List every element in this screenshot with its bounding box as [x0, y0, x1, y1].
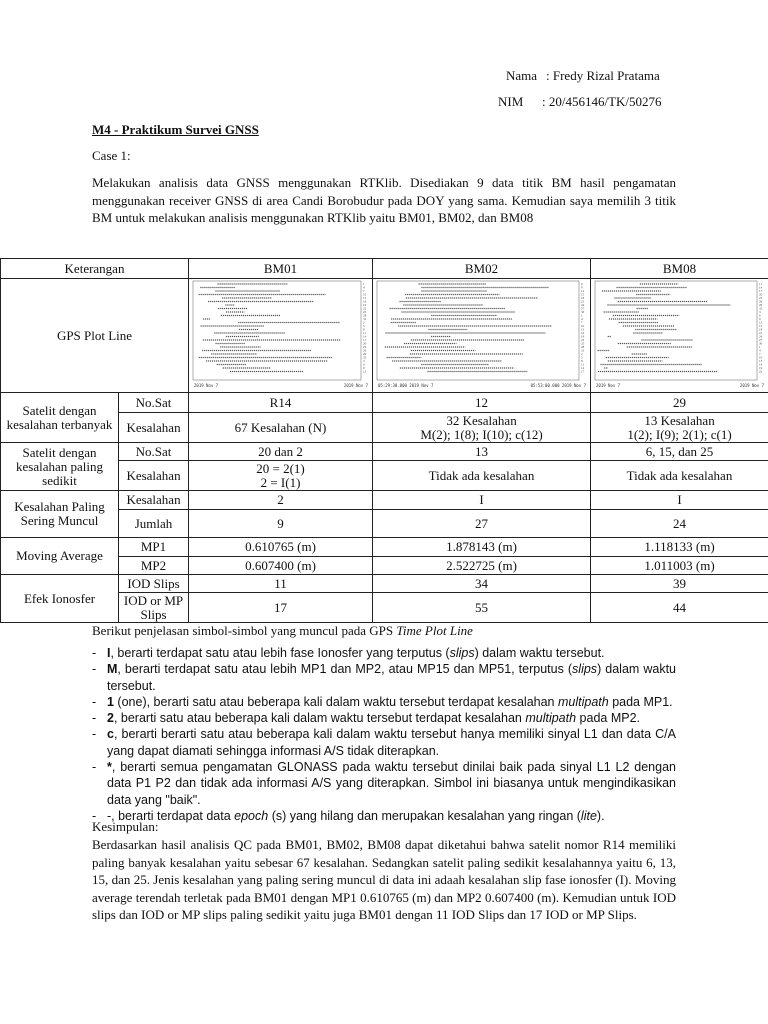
plot-row — [1, 279, 768, 393]
text: -, berarti terdapat data — [107, 808, 235, 823]
cell: 0.607400 (m) — [189, 557, 373, 575]
text: (one), berarti satu atau beberapa kali dalam waktu tersebut terdapat kesalahan — [113, 694, 558, 709]
plot-prn-label: 21 — [581, 299, 585, 304]
plot-prn-label: 8 — [581, 359, 583, 364]
cell-line: 2 = I(1) — [260, 474, 301, 490]
cell: 27 — [373, 510, 591, 538]
plot-prn-label: 7 — [363, 289, 365, 294]
header-bm01: BM01 — [189, 259, 373, 279]
plot-prn-label: 26 — [363, 348, 367, 353]
text: , berarti semua pengamatan GLONASS pada waktu tersebut dinilai baik pada sinyal L1 L2 dengan data P1 P2 dan tidak ada informasi A/S yang diterapkan. Simbol ini biasanya untuk mengindikasikan data yang "baik". — [107, 760, 676, 807]
plot-prn-label: 9 — [581, 285, 583, 290]
sub-label: Jumlah — [119, 510, 189, 538]
student-nim — [498, 94, 662, 110]
plot-prn-label: 11 — [581, 362, 585, 367]
cell: I — [373, 491, 591, 510]
cell: 39 — [591, 575, 768, 593]
plot-prn-label: 30 — [581, 310, 585, 315]
plot-prn-label: 14 — [363, 334, 367, 339]
header-keterangan: Keterangan — [1, 259, 189, 279]
sub-label: Kesalahan — [119, 413, 189, 443]
plot-prn-label: 25 — [581, 341, 585, 346]
cell: 24 — [591, 510, 768, 538]
cell: 67 Kesalahan (N) — [189, 413, 373, 443]
bullet-dash: - — [92, 711, 97, 726]
plot-prn-label: 4 — [581, 317, 583, 322]
plot-start-time: 2019 Nov 7 — [596, 383, 621, 388]
plot-prn-label: 24 — [581, 303, 585, 308]
table-row — [1, 443, 768, 461]
list-item — [92, 710, 676, 726]
plot-prn-label: 19 — [363, 303, 367, 308]
plot-prn-label: 12 — [581, 289, 585, 294]
row-label-moving-average: Moving Average — [1, 538, 119, 575]
plot-prn-label: 13 — [581, 327, 585, 332]
symbol: M — [107, 662, 118, 677]
header-bm08: BM08 — [591, 259, 768, 279]
cell — [189, 461, 373, 491]
plot-prn-label: 31 — [363, 317, 367, 322]
table-row — [1, 575, 768, 593]
bullet-dash: - — [92, 727, 97, 742]
plot-prn-label: 28 — [581, 345, 585, 350]
plot-prn-label: 8 — [363, 327, 365, 332]
plot-prn-label: 7 — [581, 320, 583, 325]
list-item — [92, 694, 676, 710]
plot-prn-label: 6 — [759, 313, 761, 318]
symbols-intro-italic: Time Plot Line — [396, 623, 473, 638]
plot-prn-label: 6 — [363, 362, 365, 367]
row-label-fewest-errors: Satelit dengan kesalahan paling sedikit — [1, 443, 119, 491]
em: multipath — [525, 711, 577, 726]
text: pada MP1. — [608, 694, 673, 709]
header-bm02: BM02 — [373, 259, 591, 279]
plot-prn-label: 18 — [581, 296, 585, 301]
plot-prn-label: 18 — [759, 327, 763, 332]
bullet-dash: - — [92, 808, 97, 823]
text: ). — [596, 808, 605, 823]
plot-prn-label: 16 — [581, 331, 585, 336]
table-row — [1, 491, 768, 510]
sub-label: No.Sat — [119, 393, 189, 413]
plot-prn-label: 23 — [363, 345, 367, 350]
nim-value: : 20/456146/TK/50276 — [542, 94, 662, 109]
list-item — [92, 726, 676, 759]
plot-prn-label: 1 — [363, 282, 365, 287]
plot-prn-label: 5 — [363, 324, 365, 329]
cell-line: 13 Kesalahan — [644, 412, 715, 428]
plot-prn-label: 32 — [759, 306, 763, 311]
cell: 55 — [373, 593, 591, 623]
table-row — [1, 393, 768, 413]
text: , berarti berarti satu atau beberapa kali dalam waktu tersebut hanya memiliki sinyal L1 dan data C/A yang dapat diamati sehingga informasi A/S tidak diterapkan. — [107, 727, 676, 758]
list-item — [92, 759, 676, 808]
bullet-dash: - — [92, 760, 97, 775]
plot-end-time: 2019 Nov 7 — [343, 383, 369, 388]
plot-bm01 — [189, 279, 373, 393]
plot-prn-label: 20 — [759, 292, 763, 297]
cell: 2.522725 (m) — [373, 557, 591, 575]
cell: 9 — [189, 510, 373, 538]
plot-prn-label: 29 — [363, 352, 367, 357]
text: pada MP2. — [576, 711, 640, 726]
plot-prn-label: 9 — [759, 317, 761, 322]
plot-prn-label: 16 — [759, 362, 763, 367]
text: ) dalam waktu tersebut. — [107, 662, 676, 693]
plot-prn-label: 12 — [363, 369, 367, 374]
cell: 12 — [373, 393, 591, 413]
gps-plot-bm08 — [591, 279, 768, 392]
plot-end-time: 05:53:00.000 2019 Nov 7 — [530, 383, 587, 388]
name-value: : Fredy Rizal Pratama — [546, 68, 660, 83]
em: slips — [449, 646, 475, 660]
text: , berarti terdapat satu atau lebih MP1 dan MP2, atau MP15 dan MP51, terputus ( — [117, 662, 573, 677]
cell: 1.878143 (m) — [373, 538, 591, 557]
bullet-dash: - — [92, 694, 97, 709]
gps-plot-bm01 — [189, 279, 373, 392]
conclusion-heading: Kesimpulan: — [92, 819, 159, 834]
plot-prn-label: 7 — [759, 352, 761, 357]
plot-start-time: 2019 Nov 7 — [194, 383, 219, 388]
cell: 17 — [189, 593, 373, 623]
cell: Tidak ada kesalahan — [373, 461, 591, 491]
plot-prn-label: 12 — [759, 320, 763, 325]
cell: 1.011003 (m) — [591, 557, 768, 575]
symbol-list — [92, 645, 676, 824]
cell: 44 — [591, 593, 768, 623]
symbol: c — [107, 727, 114, 742]
case-label: Case 1: — [92, 148, 131, 163]
cell: 0.610765 (m) — [189, 538, 373, 557]
plot-prn-label: 3 — [363, 359, 365, 364]
conclusion-paragraph: Berdasarkan hasil analisis QC pada BM01, BM02, BM08 dapat diketahui bahwa satelit nomor R14 memiliki paling banyak kesalahan yaitu sebesar 67 kesalahan. Sedangkan satelit paling sedikit kesalahannya yaitu 6, 13, 15, dan 25. Jenis kesalahan yang paling sering muncul di data ini adaah kesalahan slip fase ionosfer (I). Moving average terendah terletak pada BM01 dengan MP1 0.610765 (m) dan MP2 0.607400 (m). Kemudian untuk IOD slips dan IOD or MP slips paling sedikit yaitu juga BM01 dengan 11 IOD Slips dan 17 IOD or MP Slips. — [92, 837, 676, 922]
symbol: I — [107, 646, 111, 660]
plot-frame — [193, 281, 361, 380]
cell — [591, 413, 768, 443]
plot-prn-label: 22 — [363, 306, 367, 311]
text: ) dalam waktu tersebut. — [474, 646, 605, 660]
cell-line: 1(2); I(9); 2(1); c(1) — [627, 426, 732, 442]
symbols-intro-text: Berikut penjelasan simbol-simbol yang muncul pada GPS — [92, 623, 397, 638]
cell: 13 — [373, 443, 591, 461]
plot-prn-label: 15 — [581, 292, 585, 297]
plot-prn-label: 14 — [581, 366, 585, 371]
em: multipath — [557, 694, 609, 709]
plot-prn-label: 5 — [581, 355, 583, 360]
sub-label: Kesalahan — [119, 491, 189, 510]
plot-prn-label: 23 — [759, 296, 763, 301]
symbols-intro — [92, 623, 473, 639]
plot-start-time: 05:29:30.000 2019 Nov 7 — [378, 383, 434, 388]
plot-prn-label: 10 — [363, 292, 367, 297]
plot-prn-label: 31 — [581, 348, 585, 353]
plot-prn-label: 2 — [581, 352, 583, 357]
plot-bm02 — [373, 279, 591, 393]
nim-label: NIM — [498, 94, 524, 109]
plot-prn-label: 26 — [759, 299, 763, 304]
student-name — [506, 68, 660, 84]
plot-prn-label: 27 — [581, 306, 585, 311]
cell: Tidak ada kesalahan — [591, 461, 768, 491]
bullet-dash: - — [92, 662, 97, 677]
plot-prn-label: 1 — [759, 345, 761, 350]
text: , berarti satu atau beberapa kali dalam waktu tersebut terdapat kesalahan — [113, 711, 526, 726]
cell — [373, 413, 591, 443]
plot-prn-label: 1 — [581, 313, 583, 318]
plot-prn-label: 32 — [363, 355, 367, 360]
cell: R14 — [189, 393, 373, 413]
plot-prn-label: 22 — [581, 338, 585, 343]
plot-prn-label: 17 — [363, 338, 367, 343]
document-title: M4 - Praktikum Survei GNSS — [92, 122, 259, 137]
gps-plot-bm02 — [373, 279, 591, 392]
list-item — [92, 645, 676, 661]
symbol: 2 — [107, 711, 114, 726]
plot-prn-label: 4 — [759, 348, 761, 353]
cell-line: 32 Kesalahan — [446, 412, 517, 428]
plot-prn-label: 11 — [363, 331, 367, 336]
sub-label: MP1 — [119, 538, 189, 557]
plot-prn-label: 3 — [759, 310, 761, 315]
cell: 1.118133 (m) — [591, 538, 768, 557]
plot-prn-label: 20 — [363, 341, 367, 346]
cell: 11 — [189, 575, 373, 593]
row-label-most-errors: Satelit dengan kesalahan terbanyak — [1, 393, 119, 443]
cell: 29 — [591, 393, 768, 413]
plot-prn-label: 2 — [363, 320, 365, 325]
cell: 6, 15, dan 25 — [591, 443, 768, 461]
plot-prn-label: 6 — [581, 282, 583, 287]
results-table — [0, 258, 768, 623]
plot-prn-label: 13 — [363, 296, 367, 301]
name-label: Nama — [506, 68, 538, 83]
plot-prn-label: 29 — [759, 303, 763, 308]
plot-prn-label: 17 — [581, 369, 585, 374]
cell-line: M(2); 1(8); I(10); c(12) — [420, 426, 543, 442]
symbol: 1 — [107, 694, 114, 709]
plot-prn-label: 27 — [759, 338, 763, 343]
cell: I — [591, 491, 768, 510]
plot-prn-label: 10 — [581, 324, 585, 329]
cell: 2 — [189, 491, 373, 510]
plot-prn-label: 16 — [363, 299, 367, 304]
plot-prn-label: 10 — [759, 355, 763, 360]
plot-prn-label: 17 — [759, 289, 763, 294]
table-header-row — [1, 259, 768, 279]
row-label-most-common: Kesalahan Paling Sering Muncul — [1, 491, 119, 538]
plot-prn-label: 13 — [759, 359, 763, 364]
plot-prn-label: 21 — [759, 331, 763, 336]
plot-prn-label: 24 — [759, 334, 763, 339]
em: slips — [572, 662, 598, 677]
intro-paragraph: Melakukan analisis data GNSS menggunakan RTKlib. Disediakan 9 data titik BM hasil pengamatan menggunakan receiver GNSS di area Candi Borobudur pada DOY yang sama. Kemudian saya memilih 3 titik BM untuk melakukan analisis menggunakan RTKlib yaitu BM01, BM02, dan BM08 — [92, 175, 676, 225]
plot-prn-label: 22 — [759, 369, 763, 374]
plot-prn-label: 9 — [363, 366, 365, 371]
sub-label: MP2 — [119, 557, 189, 575]
plot-end-time: 2019 Nov 7 — [739, 383, 765, 388]
bullet-dash: - — [92, 646, 97, 660]
plot-prn-label: 15 — [759, 324, 763, 329]
sub-label: IOD or MP Slips — [119, 593, 189, 623]
plot-prn-label: 11 — [759, 282, 763, 287]
em: epoch — [234, 808, 269, 823]
plot-prn-label: 19 — [759, 366, 763, 371]
row-label-ionosphere: Efek Ionosfer — [1, 575, 119, 623]
symbol: * — [107, 760, 112, 775]
plot-bm08 — [591, 279, 768, 393]
sub-label: IOD Slips — [119, 575, 189, 593]
sub-label: No.Sat — [119, 443, 189, 461]
plot-prn-label: 28 — [363, 313, 367, 318]
plot-prn-label: 25 — [363, 310, 367, 315]
plot-prn-label: 30 — [759, 341, 763, 346]
text: (s) yang hilang dan merupakan kesalahan yang ringan ( — [268, 808, 581, 823]
sub-label: Kesalahan — [119, 461, 189, 491]
text: , berarti terdapat satu atau lebih fase Ionosfer yang terputus ( — [110, 646, 450, 660]
em: lite — [580, 808, 597, 823]
plot-prn-label: 19 — [581, 334, 585, 339]
table-row — [1, 538, 768, 557]
cell: 20 dan 2 — [189, 443, 373, 461]
list-item — [92, 808, 676, 824]
plot-row-label: GPS Plot Line — [1, 279, 189, 393]
cell-line: 20 = 2(1) — [256, 460, 305, 476]
plot-prn-label: 14 — [759, 285, 763, 290]
plot-prn-label: 4 — [363, 285, 365, 290]
list-item — [92, 661, 676, 694]
cell: 34 — [373, 575, 591, 593]
